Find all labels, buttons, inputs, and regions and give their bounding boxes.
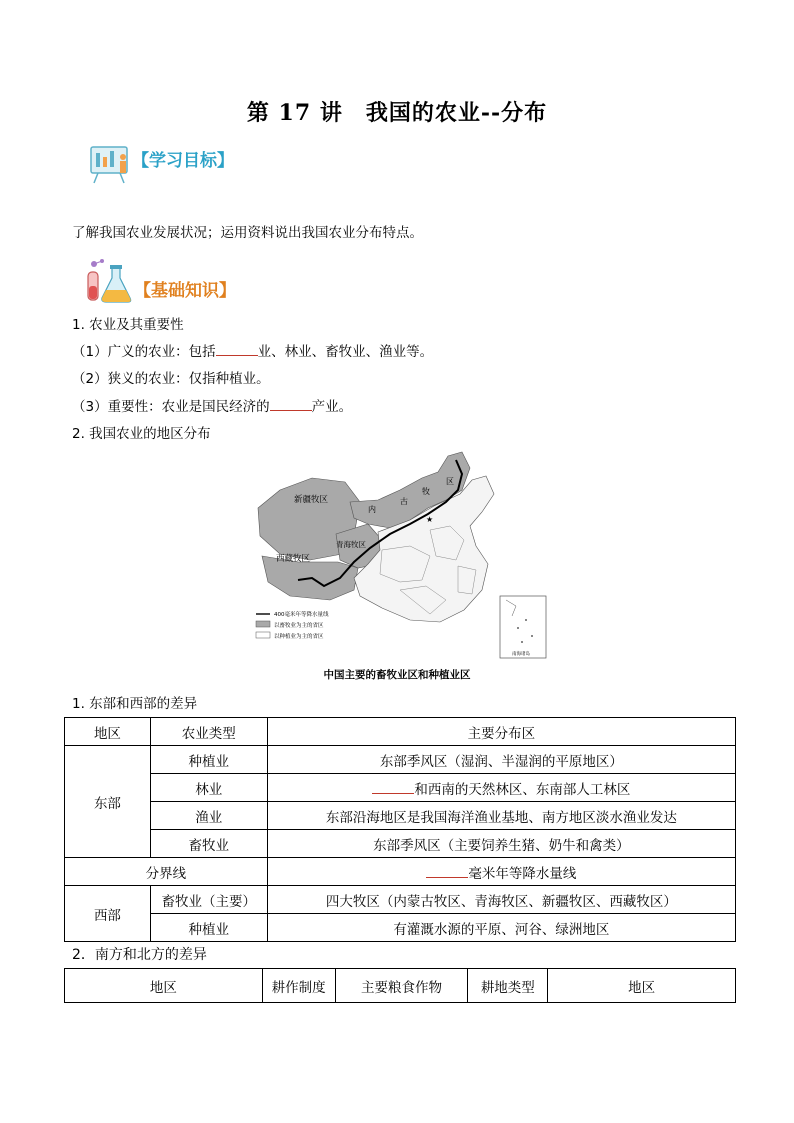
flask-icon bbox=[84, 258, 134, 304]
type-cell: 渔业 bbox=[150, 802, 267, 830]
header-cell: 地区 bbox=[548, 969, 736, 1003]
table2-heading: 2．南方和北方的差异 bbox=[72, 947, 207, 963]
legend-grazing: 以畜牧业为主的省区 bbox=[274, 623, 324, 629]
table-header-row bbox=[65, 969, 736, 1003]
boundary-text: 毫米年等降水量线 bbox=[468, 865, 577, 882]
item-text: 产业。 bbox=[311, 399, 353, 415]
page-title: 第 17 讲 我国的农业--分布 bbox=[246, 100, 548, 126]
objective-text: 了解我国农业发展状况；运用资料说出我国农业分布特点。 bbox=[72, 225, 423, 241]
type-cell: 种植业 bbox=[150, 914, 267, 942]
area-text: 和西南的天然林区、东南部人工林区 bbox=[414, 781, 631, 798]
type-cell: 林业 bbox=[150, 774, 267, 802]
item-importance bbox=[72, 395, 352, 415]
table-row bbox=[65, 830, 736, 858]
label-qinghai: 青海牧区 bbox=[336, 540, 366, 549]
label-nei: 内 bbox=[368, 505, 376, 514]
north-south-table bbox=[64, 968, 736, 1003]
map-caption: 中国主要的畜牧业区和种植业区 bbox=[323, 669, 471, 681]
area-cell: 东部季风区（主要饲养生猪、奶牛和禽类） bbox=[267, 830, 735, 858]
area-cell: 东部沿海地区是我国海洋渔业基地、南方地区淡水渔业发达 bbox=[267, 802, 735, 830]
objective-heading: 【学习目标】 bbox=[132, 151, 234, 171]
type-cell: 畜牧业 bbox=[150, 830, 267, 858]
table-row bbox=[65, 774, 736, 802]
basic-heading: 【基础知识】 bbox=[134, 281, 236, 301]
east-west-table bbox=[64, 717, 736, 942]
item-heading-1: 1. 农业及其重要性 bbox=[72, 317, 184, 333]
label-gu: 古 bbox=[400, 497, 408, 506]
item-text: 业、林业、畜牧业、渔业等。 bbox=[257, 344, 434, 360]
label-xinjiang: 新疆牧区 bbox=[294, 495, 329, 505]
legend-farming: 以种植业为主的省区 bbox=[274, 634, 324, 640]
header-cell: 地区 bbox=[65, 969, 263, 1003]
legend-isohyet: 400毫米年等降水量线 bbox=[274, 612, 329, 618]
area-cell: 东部季风区（湿润、半湿润的平原地区） bbox=[267, 746, 735, 774]
table-row bbox=[65, 746, 736, 774]
label-mu: 牧 bbox=[422, 487, 430, 496]
item-text: （1）广义的农业：包括 bbox=[72, 344, 216, 360]
table-header-row bbox=[65, 718, 736, 746]
type-cell: 种植业 bbox=[150, 746, 267, 774]
capital-star-icon: ★ bbox=[426, 515, 434, 524]
area-cell bbox=[267, 774, 735, 802]
region-west: 西部 bbox=[65, 886, 151, 942]
objective-icon bbox=[88, 143, 132, 185]
table-row bbox=[65, 802, 736, 830]
type-cell: 畜牧业（主要） bbox=[150, 886, 267, 914]
fill-blank[interactable] bbox=[372, 781, 414, 794]
table-row bbox=[65, 914, 736, 942]
header-cell: 农业类型 bbox=[150, 718, 267, 746]
china-agriculture-map bbox=[250, 450, 550, 660]
label-qu: 区 bbox=[446, 477, 454, 486]
header-cell: 耕作制度 bbox=[262, 969, 335, 1003]
boundary-value bbox=[267, 858, 735, 886]
header-cell: 主要粮食作物 bbox=[335, 969, 468, 1003]
item-heading-2: 2. 我国农业的地区分布 bbox=[72, 426, 211, 442]
fill-blank[interactable] bbox=[216, 343, 258, 356]
item-narrow-agriculture: （2）狭义的农业：仅指种植业。 bbox=[72, 371, 270, 387]
table-row bbox=[65, 886, 736, 914]
fill-blank[interactable] bbox=[426, 865, 468, 878]
region-east: 东部 bbox=[65, 746, 151, 858]
header-cell: 地区 bbox=[65, 718, 151, 746]
item-broad-agriculture bbox=[72, 340, 433, 360]
fill-blank[interactable] bbox=[270, 398, 312, 411]
header-cell: 耕地类型 bbox=[468, 969, 548, 1003]
header-cell: 主要分布区 bbox=[267, 718, 735, 746]
item-text: （3）重要性：农业是国民经济的 bbox=[72, 399, 270, 415]
table-row bbox=[65, 858, 736, 886]
boundary-label: 分界线 bbox=[65, 858, 268, 886]
label-xizang: 西藏牧区 bbox=[276, 554, 311, 564]
area-cell: 四大牧区（内蒙古牧区、青海牧区、新疆牧区、西藏牧区） bbox=[267, 886, 735, 914]
table1-heading: 1. 东部和西部的差异 bbox=[72, 696, 198, 712]
inset-label: 南海诸岛 bbox=[512, 652, 530, 657]
area-cell: 有灌溉水源的平原、河谷、绿洲地区 bbox=[267, 914, 735, 942]
